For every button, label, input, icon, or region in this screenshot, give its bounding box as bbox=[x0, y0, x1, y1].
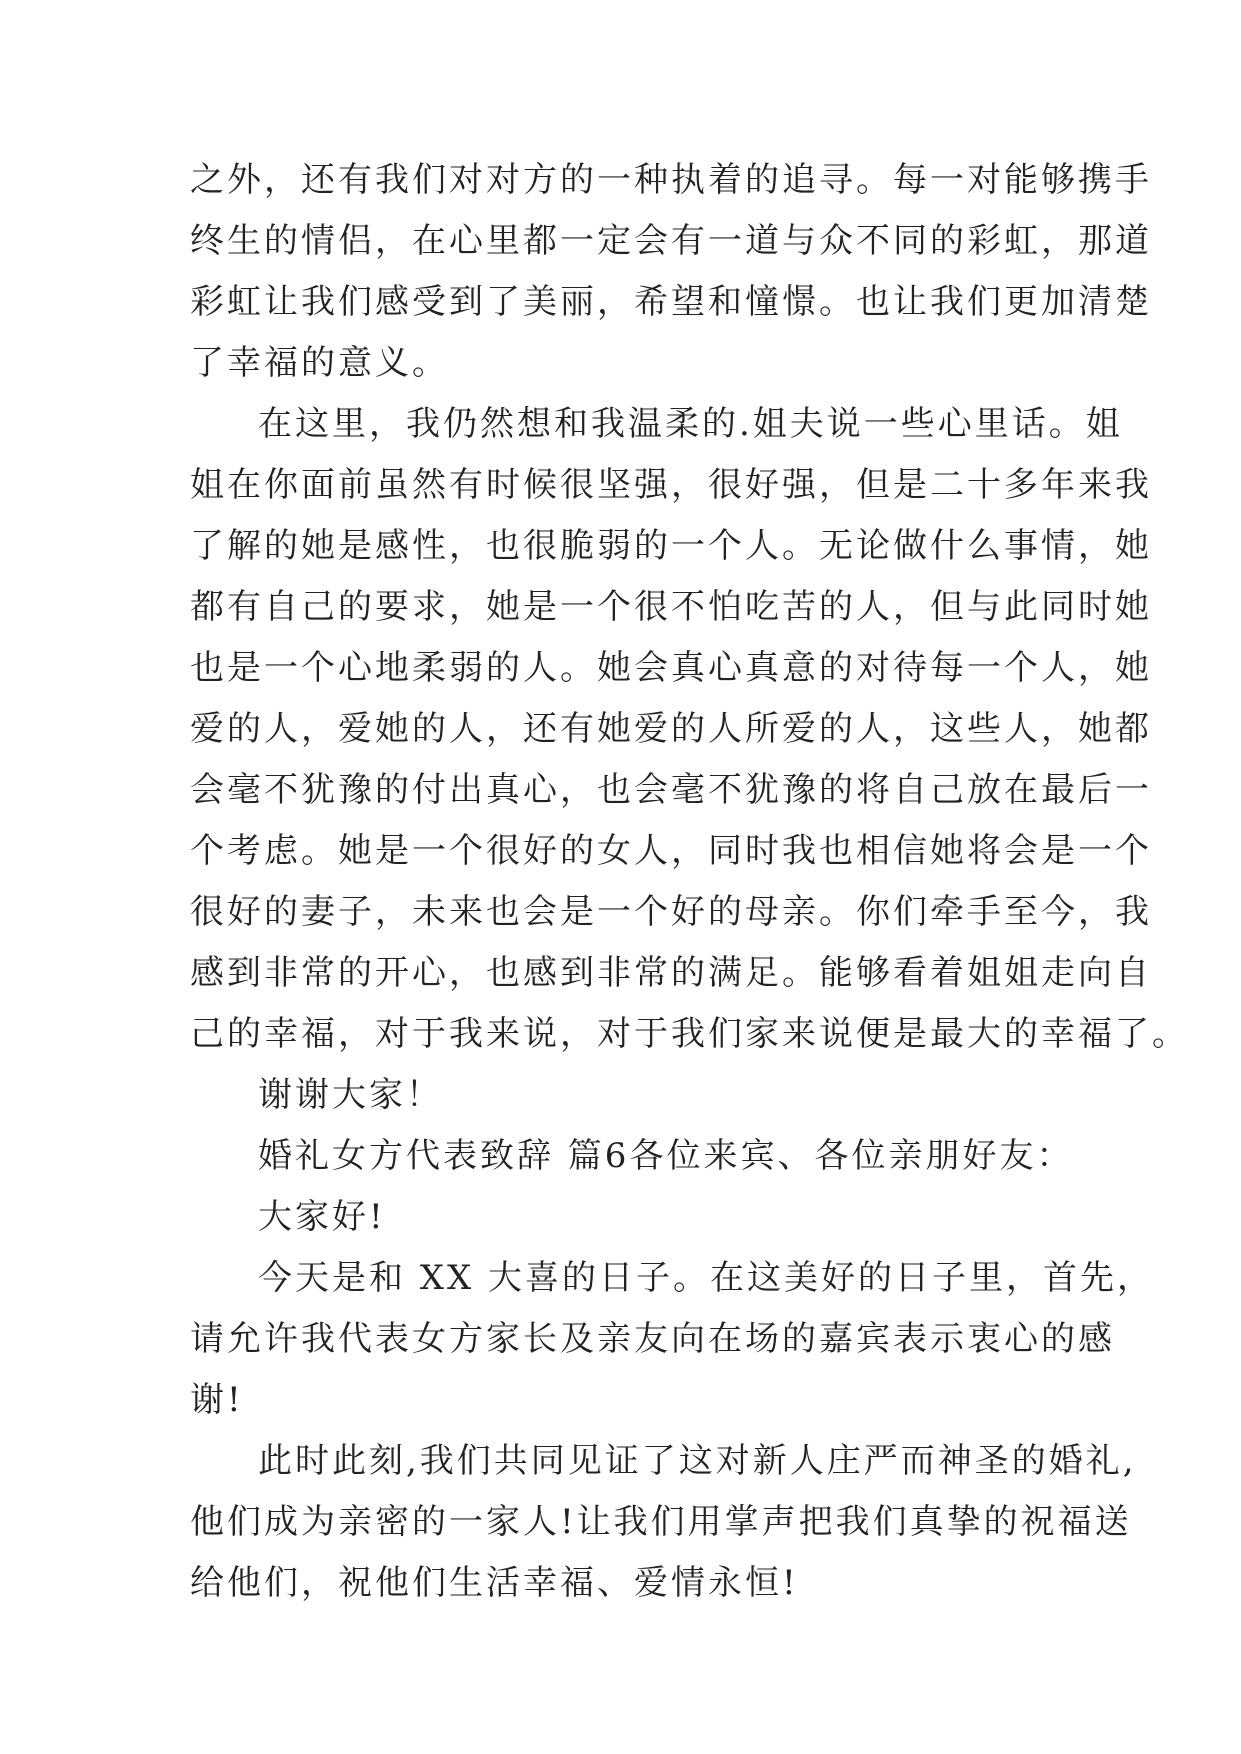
text-line: 会毫不犹豫的付出真心，也会毫不犹豫的将自己放在最后一 bbox=[190, 770, 1152, 810]
text-line: 彩虹让我们感受到了美丽，希望和憧憬。也让我们更加清楚 bbox=[190, 282, 1152, 322]
text-line: 很好的妻子，未来也会是一个好的母亲。你们牵手至今，我 bbox=[190, 892, 1152, 932]
text-line: 感到非常的开心，也感到非常的满足。能够看着姐姐走向自 bbox=[190, 953, 1152, 993]
text-line: 己的幸福，对于我来说，对于我们家来说便是最大的幸福了。 bbox=[190, 1014, 1189, 1054]
paragraph-witness bbox=[190, 1431, 1137, 1614]
text-line: 此时此刻,我们共同见证了这对新人庄严而神圣的婚礼, bbox=[258, 1441, 1137, 1481]
text-line: 终生的情侣，在心里都一定会有一道与众不同的彩虹，那道 bbox=[190, 221, 1152, 261]
paragraph-thanks bbox=[190, 1065, 1060, 1126]
text-line: 都有自己的要求，她是一个很不怕吃苦的人，但与此同时她 bbox=[190, 587, 1152, 627]
text-line: 请允许我代表女方家长及亲友向在场的嘉宾表示衷心的感 bbox=[190, 1319, 1115, 1359]
text-line: 谢谢大家！ bbox=[258, 1075, 443, 1115]
paragraph-closing-previous bbox=[190, 150, 1152, 394]
text-line: 了幸福的意义。 bbox=[190, 343, 449, 383]
paragraph-greeting bbox=[190, 1187, 1060, 1248]
text-line: 今天是和 XX 大喜的日子。在这美好的日子里，首先， bbox=[258, 1258, 1155, 1298]
paragraph-today bbox=[190, 1248, 1155, 1431]
text-line: 个考虑。她是一个很好的女人，同时我也相信她将会是一个 bbox=[190, 831, 1152, 871]
text-line: 在这里，我仍然想和我温柔的.姐夫说一些心里话。姐 bbox=[258, 404, 1123, 444]
text-line: 婚礼女方代表致辞 篇6各位来宾、各位亲朋好友： bbox=[258, 1136, 1074, 1176]
text-line: 谢! bbox=[190, 1380, 244, 1420]
text-line: 了解的她是感性，也很脆弱的一个人。无论做什么事情，她 bbox=[190, 526, 1152, 566]
paragraph-to-brother-in-law bbox=[190, 394, 1189, 1065]
document-body bbox=[190, 150, 1189, 1614]
text-line: 爱的人，爱她的人，还有她爱的人所爱的人，这些人，她都 bbox=[190, 709, 1152, 749]
text-line: 也是一个心地柔弱的人。她会真心真意的对待每一个人，她 bbox=[190, 648, 1152, 688]
text-line: 之外，还有我们对对方的一种执着的追寻。每一对能够携手 bbox=[190, 160, 1152, 200]
text-line: 他们成为亲密的一家人!让我们用掌声把我们真挚的祝福送 bbox=[190, 1502, 1132, 1542]
text-line: 姐在你面前虽然有时候很坚强，很好强，但是二十多年来我 bbox=[190, 465, 1152, 505]
paragraph-section-heading bbox=[190, 1126, 1074, 1187]
text-line: 给他们，祝他们生活幸福、爱情永恒! bbox=[190, 1563, 799, 1603]
text-line: 大家好! bbox=[258, 1197, 386, 1237]
